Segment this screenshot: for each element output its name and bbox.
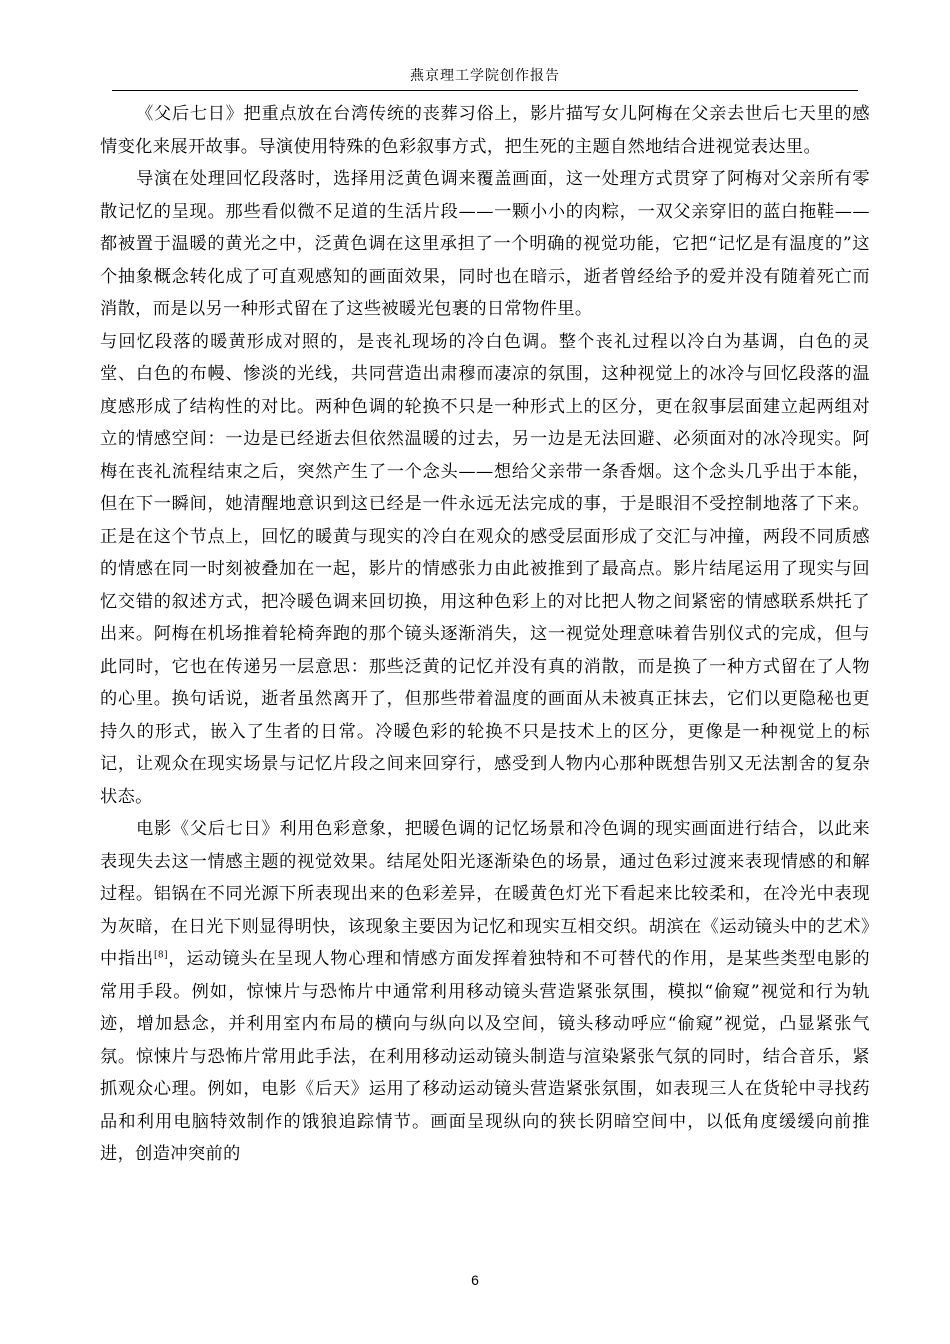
page-header: 燕京理工学院创作报告 [410,68,560,84]
paragraph-2: 导演在处理回忆段落时，选择用泛黄色调来覆盖画面，这一处理方式贯穿了阿梅对父亲所有零散记忆的呈现。那些看似微不足道的生活片段——一颗小小的肉粽，一双父亲穿旧的蓝白拖鞋——都被置于温暖的黄光之中，泛黄色调在这里承担了一个明确的视觉功能，它把“记忆是有温度的”这个抽象概念转化成了可直观感知的画面效果，同时也在暗示，逝者曾经给予的爱并没有随着死亡而消散，而是以另一种形式留在了这些被暖光包裹的日常物件里。 [100,169,870,319]
body-text [100,98,870,1171]
paragraph-4-text-a: 电影《父后七日》利用色彩意象，把暖色调的记忆场景和冷色调的现实画面进行结合，以此来表现失去这一情感主题的视觉效果。结尾处阳光逐渐染色的场景，通过色彩过渡来表现情感的和解过程。铝锅在不同光源下所表现出来的色彩差异，在暖黄色灯光下看起来比较柔和，在冷光中表现为灰暗，在日光下则显得明快，该现象主要因为记忆和现实互相交织。胡滨在《运动镜头中的艺术》中指出 [100,819,870,969]
paragraph-3: 与回忆段落的暖黄形成对照的，是丧礼现场的冷白色调。整个丧礼过程以冷白为基调，白色的灵堂、白色的布幔、惨淡的光线，共同营造出肃穆而凄凉的氛围，这种视觉上的冰冷与回忆段落的温度感形成了结构性的对比。两种色调的轮换不只是一种形式上的区分，更在叙事层面建立起两组对立的情感空间：一边是已经逝去但依然温暖的过去，另一边是无法回避、必须面对的冰冷现实。阿梅在丧礼流程结束之后，突然产生了一个念头——想给父亲带一条香烟。这个念头几乎出于本能，但在下一瞬间，她清醒地意识到这已经是一件永远无法完成的事，于是眼泪不受控制地落了下来。正是在这个节点上，回忆的暖黄与现实的冷白在观众的感受层面形成了交汇与冲撞，两段不同质感的情感在同一时刻被叠加在一起，影片的情感张力由此被推到了最高点。影片结尾运用了现实与回忆交错的叙述方式，把冷暖色调来回切换，用这种色彩上的对比把人物之间紧密的情感联系烘托了出来。阿梅在机场推着轮椅奔跑的那个镜头逐渐消失，这一视觉处理意味着告别仪式的完成，但与此同时，它也在传递另一层意思：那些泛黄的记忆并没有真的消散，而是换了一种方式留在了人物的心里。换句话说，逝者虽然离开了，但那些带着温度的画面从未被真正抹去，它们以更隐秘也更持久的形式，嵌入了生者的日常。冷暖色彩的轮换不只是技术上的区分，更像是一种视觉上的标记，让观众在现实场景与记忆片段之间来回穿行，感受到人物内心那种既想告别又无法割舍的复杂状态。 [100,331,870,807]
page-number: 6 [471,1272,479,1288]
paragraph-4-text-b: ，运动镜头在呈现人物心理和情感方面发挥着独特和不可替代的作用，是某些类型电影的常用手段。例如，惊悚片与恐怖片中通常利用移动镜头营造紧张氛围，模拟“偷窥”视觉和行为轨迹，增加悬念，并利用室内布局的横向与纵向以及空间，镜头移动呼应“偷窥”视觉，凸显紧张气氛。惊悚片与恐怖片常用此手法，在利用移动运动镜头制造与渲染紧张气氛的同时，结合音乐，紧抓观众心理。例如，电影《后天》运用了移动运动镜头营造紧张氛围，如表现三人在货轮中寻找药品和利用电脑特效制作的饿狼追踪情节。画面呈现纵向的狭长阴暗空间中，以低角度缓缓向前推进，创造冲突前的 [100,949,871,1164]
paragraph-4 [100,813,870,1171]
paragraph-1: 《父后七日》把重点放在台湾传统的丧葬习俗上，影片描写女儿阿梅在父亲去世后七天里的感情变化来展开故事。导演使用特殊的色彩叙事方式，把生死的主题自然地结合进视觉表达里。 [100,104,870,157]
header-divider [112,90,858,91]
citation-reference: [8] [154,950,168,961]
